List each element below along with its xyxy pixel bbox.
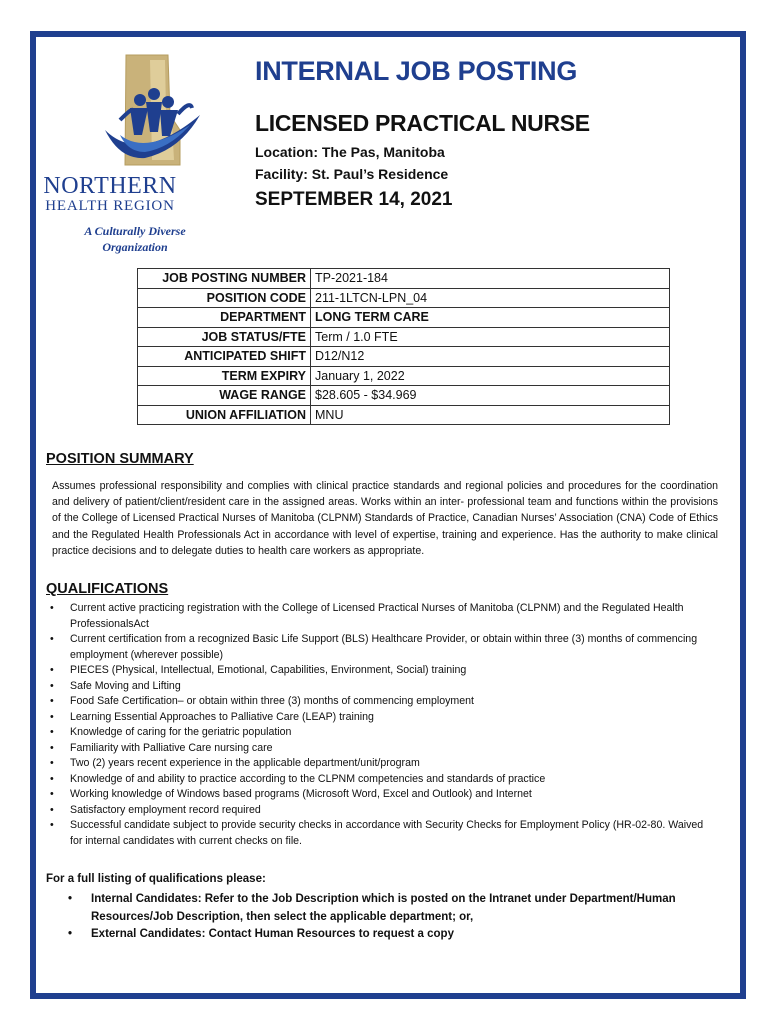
qualification-text: Two (2) years recent experience in the applicable department/unit/program [70,757,420,769]
list-item [50,803,718,819]
table-row [138,308,670,328]
bullet-icon: • [50,726,54,738]
full-listing-text: Internal Candidates: Refer to the Job Description which is posted on the Intranet under Department/Human Resources/Job Description, then select the applicable department; or, [91,893,676,923]
qualification-text: Working knowledge of Windows based programs (Microsoft Word, Excel and Outlook) and Internet [70,788,532,800]
table-row [138,405,670,425]
bullet-icon: • [50,772,54,785]
bullet-icon: • [50,710,54,723]
job-title: LICENSED PRACTICAL NURSE [255,110,590,136]
qualification-text: Learning Essential Approaches to Palliative Care (LEAP) training [70,710,374,723]
bullet-icon: • [50,633,54,645]
table-row [138,347,670,367]
detail-label: ANTICIPATED SHIFT [138,347,311,367]
logo-tagline-line2: Organization [102,240,168,254]
position-summary-heading: POSITION SUMMARY [46,451,194,467]
list-item [50,679,718,695]
table-row [138,386,670,406]
detail-value: LONG TERM CARE [311,308,670,328]
position-summary-text: Assumes professional responsibility and complies with clinical practice standards and regional policies and procedures for the coordination and delivery of patient/client/resident care in the assigned areas. Works within an inter- professional team and functions within the provisions of the College of Licensed Practical Nurses of Manitoba (CLPNM) Standards of Practice, Canadian Nurses’ Association (CNA) Code of Ethics and the Regulated Health Professionals Act in accordance with level of expertise, training and experience. Has the authority to make clinical practice decisions and to delegate duties to health care workers as appropriate. [52,480,718,557]
qualification-text: Current certification from a recognized Basic Life Support (BLS) Healthcare Provider, or obtain within three (3) months of commencing employment (wherever possible) [70,633,698,661]
table-row [138,366,670,386]
detail-value: Term / 1.0 FTE [311,327,670,347]
list-item [50,741,718,757]
detail-value: TP-2021-184 [311,269,670,289]
bullet-icon: • [50,664,54,676]
detail-value: D12/N12 [311,347,670,367]
posting-type-title: INTERNAL JOB POSTING [255,56,578,86]
detail-value: $28.605 - $34.969 [311,386,670,406]
qualification-text: PIECES (Physical, Intellectual, Emotional, Capabilities, Environment, Social) training [70,664,467,676]
bullet-icon: • [68,893,73,905]
list-item [50,756,718,772]
list-item [68,891,718,926]
bullet-icon: • [50,757,54,769]
table-row [138,327,670,347]
list-item [50,663,718,679]
bullet-icon: • [50,741,54,754]
list-item [50,772,718,788]
full-listing-text: External Candidates: Contact Human Resources to request a copy [91,928,454,940]
table-row [138,269,670,289]
detail-value: 211-1LTCN-LPN_04 [311,288,670,308]
detail-label: UNION AFFILIATION [138,405,311,425]
qualifications-heading: QUALIFICATIONS [46,581,169,597]
qualification-text: Successful candidate subject to provide security checks in accordance with Security Checks for Employment Policy (HR-02-80. Waived for internal candidates with current checks on file. [70,819,704,847]
detail-label: DEPARTMENT [138,308,311,328]
list-item [50,818,718,849]
location-line: Location: The Pas, Manitoba [255,144,445,160]
qualification-text: Safe Moving and Lifting [70,679,181,692]
posting-date: SEPTEMBER 14, 2021 [255,189,453,210]
list-item [50,601,718,632]
detail-value: MNU [311,405,670,425]
detail-label: TERM EXPIRY [138,366,311,386]
detail-label: JOB STATUS/FTE [138,327,311,347]
list-item [50,725,718,741]
full-listing-list [68,891,718,944]
detail-label: WAGE RANGE [138,386,311,406]
detail-label: JOB POSTING NUMBER [138,269,311,289]
table-row [138,288,670,308]
list-item [68,926,718,944]
bullet-icon: • [50,679,54,692]
list-item [50,694,718,710]
qualification-text: Satisfactory employment record required [70,803,261,816]
detail-value: January 1, 2022 [311,366,670,386]
qualification-text: Familiarity with Palliative Care nursing care [70,741,273,754]
qualifications-list [50,601,718,849]
bullet-icon: • [50,803,54,816]
bullet-icon: • [50,602,54,614]
detail-label: POSITION CODE [138,288,311,308]
full-listing-intro: For a full listing of qualifications please: [46,873,266,885]
facility-line: Facility: St. Paul’s Residence [255,166,449,182]
logo-tagline-line1: A Culturally Diverse [84,224,186,238]
bullet-icon: • [50,788,54,800]
job-details-table [137,268,670,425]
list-item [50,787,718,803]
bullet-icon: • [68,928,73,940]
qualification-text: Knowledge of and ability to practice according to the CLPNM competencies and standards of practice [70,772,546,785]
list-item [50,710,718,726]
qualification-text: Current active practicing registration with the College of Licensed Practical Nurses of Manitoba (CLPNM) and the Regulated Health ProfessionalsAct [70,602,684,630]
qualification-text: Food Safe Certification– or obtain within three (3) months of commencing employment [70,695,474,707]
bullet-icon: • [50,695,54,707]
bullet-icon: • [50,819,54,831]
qualification-text: Knowledge of caring for the geriatric population [70,726,292,738]
list-item [50,632,718,663]
logo-name-line1: NORTHERN [43,173,177,199]
logo-name-line2: HEALTH REGION [45,198,175,214]
